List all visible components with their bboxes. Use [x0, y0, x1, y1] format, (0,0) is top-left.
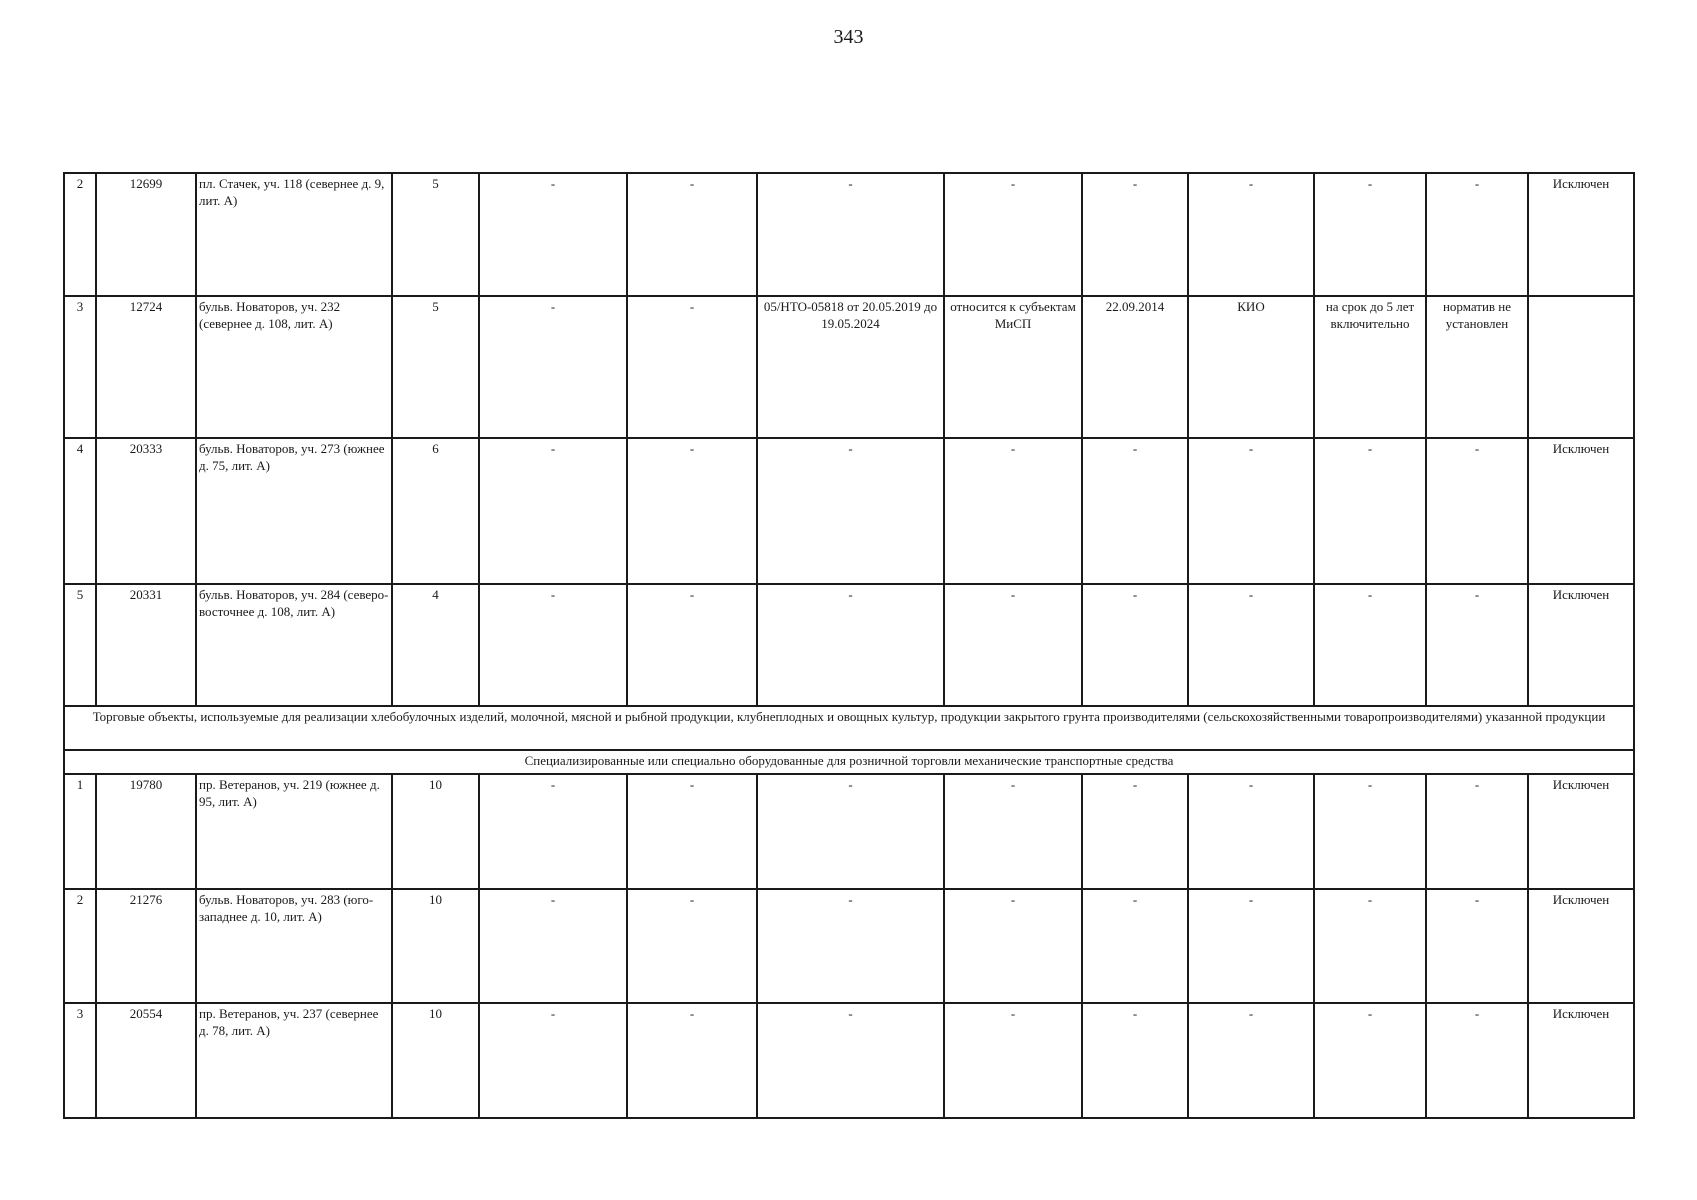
cell-col5: -: [479, 584, 627, 706]
object-address: бульв. Новаторов, уч. 232 (севернее д. 108, лит. А): [196, 296, 392, 438]
object-address: бульв. Новаторов, уч. 283 (юго-западнее д. 10, лит. А): [196, 889, 392, 1003]
object-area: 10: [392, 774, 479, 889]
object-id: 12724: [96, 296, 196, 438]
cell-category: -: [944, 889, 1082, 1003]
object-area: 5: [392, 173, 479, 296]
cell-category: -: [944, 774, 1082, 889]
cell-date: -: [1082, 889, 1188, 1003]
cell-category: -: [944, 173, 1082, 296]
cell-authority: КИО: [1188, 296, 1314, 438]
cell-col6: -: [627, 173, 757, 296]
cell-col5: -: [479, 1003, 627, 1118]
cell-contract: -: [757, 889, 944, 1003]
cell-col5: -: [479, 889, 627, 1003]
cell-norm: -: [1426, 889, 1528, 1003]
cell-authority: -: [1188, 1003, 1314, 1118]
cell-status: Исключен: [1528, 173, 1634, 296]
cell-norm: норматив не установлен: [1426, 296, 1528, 438]
object-address: пр. Ветеранов, уч. 219 (южнее д. 95, лит. А): [196, 774, 392, 889]
table-row: [64, 1003, 1634, 1118]
cell-contract: -: [757, 438, 944, 584]
object-area: 5: [392, 296, 479, 438]
object-id: 20333: [96, 438, 196, 584]
object-address: пр. Ветеранов, уч. 237 (севернее д. 78, лит. А): [196, 1003, 392, 1118]
cell-date: -: [1082, 438, 1188, 584]
cell-status: Исключен: [1528, 1003, 1634, 1118]
cell-term: -: [1314, 774, 1426, 889]
cell-date: -: [1082, 1003, 1188, 1118]
row-number: 3: [64, 1003, 96, 1118]
cell-category: -: [944, 1003, 1082, 1118]
object-id: 19780: [96, 774, 196, 889]
table-row: [64, 889, 1634, 1003]
cell-term: -: [1314, 1003, 1426, 1118]
registry-table: [63, 172, 1635, 1119]
cell-col6: -: [627, 889, 757, 1003]
row-number: 2: [64, 889, 96, 1003]
cell-term: -: [1314, 438, 1426, 584]
subsection-title: Специализированные или специально оборудованные для розничной торговли механические транспортные средства: [64, 750, 1634, 774]
cell-contract: -: [757, 774, 944, 889]
cell-norm: -: [1426, 774, 1528, 889]
object-address: пл. Стачек, уч. 118 (севернее д. 9, лит. А): [196, 173, 392, 296]
cell-contract: 05/НТО-05818 от 20.05.2019 до 19.05.2024: [757, 296, 944, 438]
cell-contract: -: [757, 173, 944, 296]
cell-authority: -: [1188, 889, 1314, 1003]
cell-norm: -: [1426, 584, 1528, 706]
page-number: 343: [833, 26, 864, 48]
row-number: 1: [64, 774, 96, 889]
table-row: [64, 584, 1634, 706]
table-row: [64, 774, 1634, 889]
object-address: бульв. Новаторов, уч. 273 (южнее д. 75, лит. А): [196, 438, 392, 584]
cell-col6: -: [627, 584, 757, 706]
object-area: 6: [392, 438, 479, 584]
cell-col5: -: [479, 173, 627, 296]
object-address: бульв. Новаторов, уч. 284 (северо-восточнее д. 108, лит. А): [196, 584, 392, 706]
cell-status: Исключен: [1528, 774, 1634, 889]
table-row: [64, 296, 1634, 438]
cell-authority: -: [1188, 438, 1314, 584]
subsection-header-row: [64, 750, 1634, 774]
cell-category: -: [944, 438, 1082, 584]
cell-status: [1528, 296, 1634, 438]
table-row: [64, 438, 1634, 584]
object-id: 21276: [96, 889, 196, 1003]
cell-term: -: [1314, 173, 1426, 296]
object-area: 4: [392, 584, 479, 706]
section-title: Торговые объекты, используемые для реализации хлебобулочных изделий, молочной, мясной и рыбной продукции, клубнеплодных и овощных культур, продукции закрытого грунта производителями (сельскохозяйственными товаропроизводителями) указанной продукции: [64, 706, 1634, 750]
row-number: 2: [64, 173, 96, 296]
cell-date: 22.09.2014: [1082, 296, 1188, 438]
cell-col6: -: [627, 438, 757, 584]
cell-col5: -: [479, 774, 627, 889]
cell-norm: -: [1426, 438, 1528, 584]
object-id: 20554: [96, 1003, 196, 1118]
cell-authority: -: [1188, 774, 1314, 889]
row-number: 5: [64, 584, 96, 706]
object-area: 10: [392, 889, 479, 1003]
cell-contract: -: [757, 1003, 944, 1118]
cell-col5: -: [479, 438, 627, 584]
cell-col6: -: [627, 774, 757, 889]
cell-col6: -: [627, 1003, 757, 1118]
cell-date: -: [1082, 774, 1188, 889]
cell-authority: -: [1188, 584, 1314, 706]
row-number: 3: [64, 296, 96, 438]
cell-authority: -: [1188, 173, 1314, 296]
cell-date: -: [1082, 584, 1188, 706]
object-id: 20331: [96, 584, 196, 706]
cell-col6: -: [627, 296, 757, 438]
object-area: 10: [392, 1003, 479, 1118]
cell-date: -: [1082, 173, 1188, 296]
table-row: [64, 173, 1634, 296]
cell-category: относится к субъектам МиСП: [944, 296, 1082, 438]
cell-contract: -: [757, 584, 944, 706]
cell-norm: -: [1426, 1003, 1528, 1118]
cell-col5: -: [479, 296, 627, 438]
cell-term: -: [1314, 584, 1426, 706]
cell-status: Исключен: [1528, 889, 1634, 1003]
cell-term: -: [1314, 889, 1426, 1003]
cell-term: на срок до 5 лет включительно: [1314, 296, 1426, 438]
cell-norm: -: [1426, 173, 1528, 296]
section-header-row: [64, 706, 1634, 750]
object-id: 12699: [96, 173, 196, 296]
cell-category: -: [944, 584, 1082, 706]
row-number: 4: [64, 438, 96, 584]
cell-status: Исключен: [1528, 584, 1634, 706]
cell-status: Исключен: [1528, 438, 1634, 584]
